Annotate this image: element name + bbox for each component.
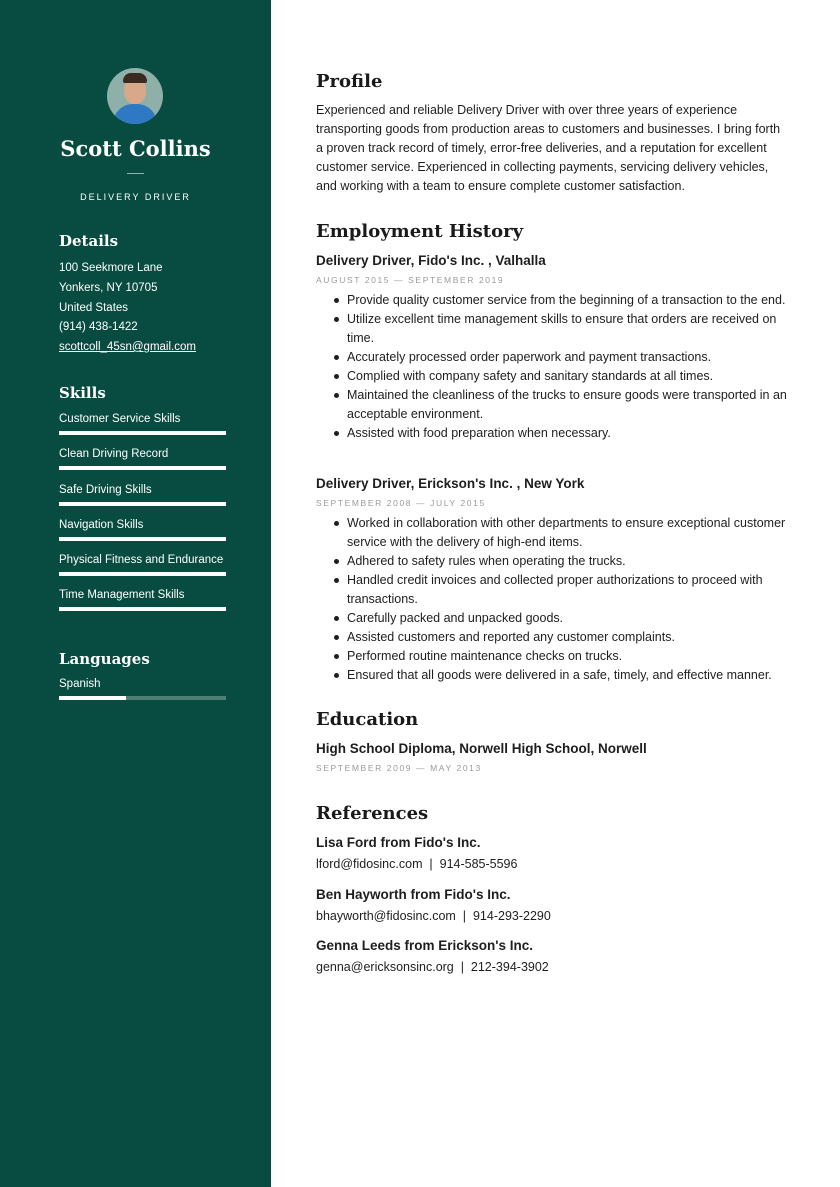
job-dates: AUGUST 2015 — SEPTEMBER 2019 <box>316 275 505 285</box>
job-bullets <box>332 514 792 685</box>
job-title: Delivery Driver, Fido's Inc. , Valhalla <box>316 253 546 268</box>
job-title: Delivery Driver, Erickson's Inc. , New York <box>316 476 585 491</box>
skill-label: Customer Service Skills <box>59 413 181 425</box>
list-item: Handled credit invoices and collected proper authorizations to proceed with transactions. <box>332 571 792 609</box>
education-dates: SEPTEMBER 2009 — MAY 2013 <box>316 763 482 773</box>
references-heading: References <box>316 803 429 824</box>
job-dates: SEPTEMBER 2008 — JULY 2015 <box>316 498 486 508</box>
profile-heading: Profile <box>316 71 383 92</box>
list-item: Carefully packed and unpacked goods. <box>332 609 792 628</box>
reference-name: Lisa Ford from Fido's Inc. <box>316 835 481 850</box>
reference-name: Ben Hayworth from Fido's Inc. <box>316 887 511 902</box>
skill-item <box>59 484 226 506</box>
skill-item <box>59 413 226 435</box>
skill-bar <box>59 607 226 611</box>
language-bar-fill <box>59 696 126 700</box>
reference-contact: lford@fidosinc.com | 914-585-5596 <box>316 857 518 871</box>
skill-label: Time Management Skills <box>59 589 185 601</box>
skill-bar <box>59 502 226 506</box>
job-title: DELIVERY DRIVER <box>80 192 191 202</box>
address-line1: 100 Seekmore Lane <box>59 262 163 274</box>
list-item: Performed routine maintenance checks on trucks. <box>332 647 792 666</box>
list-item: Adhered to safety rules when operating the trucks. <box>332 552 792 571</box>
list-item: Ensured that all goods were delivered in a safe, timely, and effective manner. <box>332 666 792 685</box>
list-item: Worked in collaboration with other departments to ensure exceptional customer service with the delivery of high-end items. <box>332 514 792 552</box>
skill-item <box>59 589 226 611</box>
sidebar <box>0 0 271 1187</box>
skills-heading: Skills <box>59 384 106 402</box>
skill-label: Physical Fitness and Endurance <box>59 554 224 566</box>
job-bullets <box>332 291 792 443</box>
skill-bar <box>59 537 226 541</box>
languages-heading: Languages <box>59 650 150 668</box>
employment-heading: Employment History <box>316 221 524 242</box>
skill-bar <box>59 431 226 435</box>
address-line2: Yonkers, NY 10705 <box>59 282 158 294</box>
list-item: Complied with company safety and sanitary standards at all times. <box>332 367 792 386</box>
list-item: Assisted with food preparation when necessary. <box>332 424 792 443</box>
list-item: Utilize excellent time management skills to ensure that orders are received on time. <box>332 310 792 348</box>
education-title: High School Diploma, Norwell High School, Norwell <box>316 741 647 756</box>
education-heading: Education <box>316 709 419 730</box>
skill-item <box>59 554 226 576</box>
email-link[interactable]: scottcoll_45sn@gmail.com <box>59 341 196 353</box>
country: United States <box>59 302 129 314</box>
skill-item <box>59 519 226 541</box>
profile-text: Experienced and reliable Delivery Driver with over three years of experience transporting goods from production areas to customers and businesses. I bring forth a proven track record of timely, error-free deliveries, and a reputation for excellent customer service. Experienced in collecting payments, servicing delivery vehicles, and working with a team to ensure complete customer satisfaction. <box>316 103 781 193</box>
list-item: Assisted customers and reported any customer complaints. <box>332 628 792 647</box>
divider <box>127 173 144 174</box>
list-item: Maintained the cleanliness of the trucks to ensure goods were transported in an acceptable environment. <box>332 386 792 424</box>
candidate-name: Scott Collins <box>60 136 211 161</box>
list-item: Accurately processed order paperwork and payment transactions. <box>332 348 792 367</box>
avatar <box>107 68 163 124</box>
skill-bar <box>59 466 226 470</box>
skill-bar <box>59 572 226 576</box>
reference-contact: genna@ericksonsinc.org | 212-394-3902 <box>316 960 549 974</box>
language-label: Spanish <box>59 678 101 690</box>
skill-item <box>59 448 226 470</box>
reference-name: Genna Leeds from Erickson's Inc. <box>316 938 534 953</box>
list-item: Provide quality customer service from the beginning of a transaction to the end. <box>332 291 792 310</box>
language-bar <box>59 696 226 700</box>
skill-label: Navigation Skills <box>59 519 144 531</box>
reference-contact: bhayworth@fidosinc.com | 914-293-2290 <box>316 909 551 923</box>
phone: (914) 438-1422 <box>59 321 138 333</box>
language-item <box>59 678 226 700</box>
details-heading: Details <box>59 232 119 250</box>
skill-label: Clean Driving Record <box>59 448 169 460</box>
skill-label: Safe Driving Skills <box>59 484 152 496</box>
